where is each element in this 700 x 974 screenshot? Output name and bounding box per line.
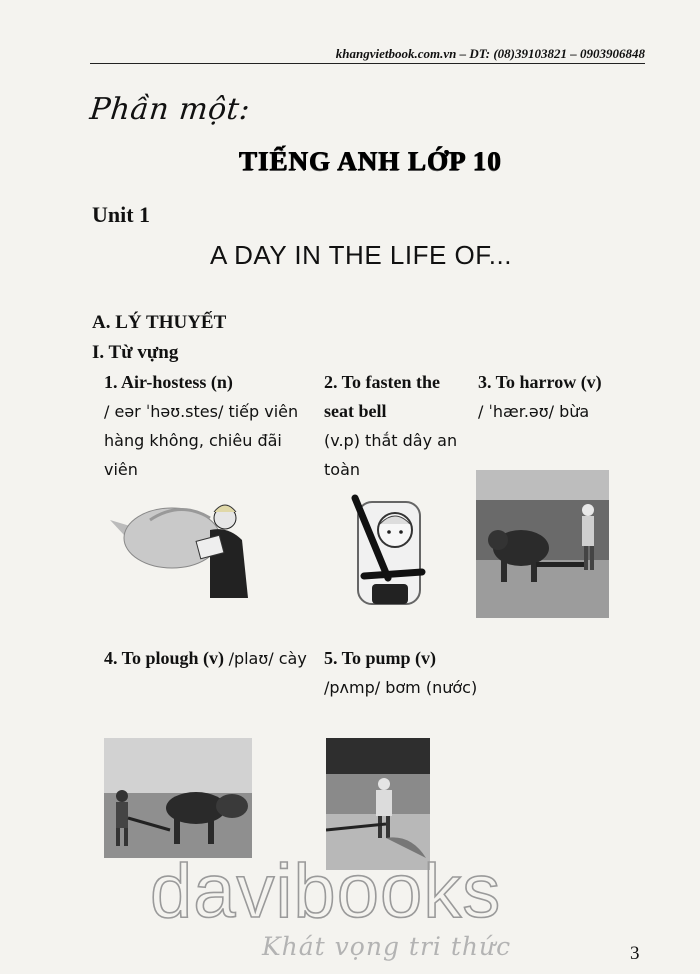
vocab-definition: /plaʊ/ cày xyxy=(228,649,307,668)
page-number: 3 xyxy=(630,943,640,964)
vocab-item-pump xyxy=(324,644,484,702)
vocab-item-fasten-seat-belt xyxy=(324,368,464,484)
watermark-brand: davibooks xyxy=(150,849,502,934)
vocab-term: 3. To harrow (v) xyxy=(478,372,602,392)
page-header: khangvietbook.com.vn – DT: (08)39103821 – 0903906848 xyxy=(335,46,645,61)
unit-label: Unit 1 xyxy=(92,202,151,227)
vocab-definition: / eər ˈhəʊ.stes/ tiếp viên hàng không, chiêu đãi viên xyxy=(104,402,299,479)
vocab-item-air-hostess xyxy=(104,368,299,484)
plough-photo xyxy=(104,738,252,858)
vocab-term: 4. To plough (v) xyxy=(104,648,225,668)
vocab-term: 2. To fasten the seat bell xyxy=(324,372,441,421)
vocab-definition: /pʌmp/ bơm (nước) xyxy=(324,678,478,697)
harrow-photo xyxy=(476,470,609,618)
part-label: Phần một: xyxy=(88,92,252,127)
unit-title: A DAY IN THE LIFE OF... xyxy=(210,240,512,270)
section-heading: A. LÝ THUYẾT xyxy=(92,312,227,333)
vocab-definition: / ˈhær.əʊ/ bừa xyxy=(478,402,590,421)
subsection-heading: I. Từ vựng xyxy=(92,342,179,363)
vocab-term: 1. Air-hostess (n) xyxy=(104,372,233,392)
watermark-slogan: Khát vọng tri thức xyxy=(262,932,512,961)
vocab-definition: (v.p) thắt dây an toàn xyxy=(324,431,458,479)
vocab-item-plough xyxy=(104,644,314,673)
vocab-term: 5. To pump (v) xyxy=(324,648,437,668)
seat-belt-illustration xyxy=(340,494,435,609)
air-hostess-illustration xyxy=(110,490,255,605)
main-title: TIẾNG ANH LỚP 10 xyxy=(238,146,502,176)
vocab-item-harrow xyxy=(478,368,648,426)
header-rule xyxy=(90,63,645,64)
